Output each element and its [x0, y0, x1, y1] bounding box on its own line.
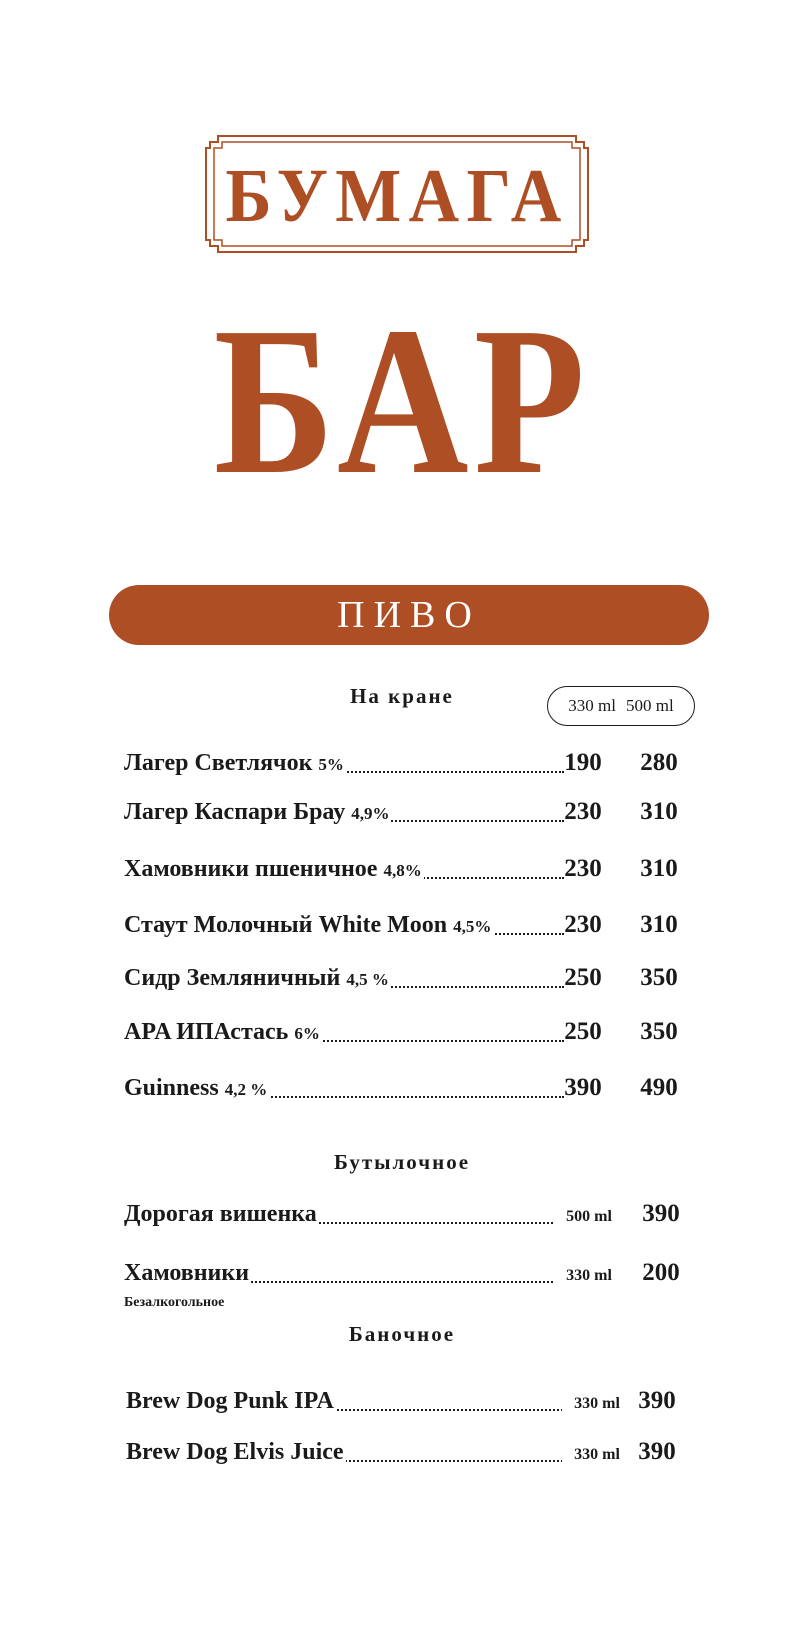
price-330: 230 [564, 798, 602, 825]
page-title: БАР [213, 283, 591, 518]
menu-row [124, 905, 684, 945]
item-abv: 4,5% [453, 917, 492, 936]
price-330: 230 [564, 855, 602, 882]
item-name [124, 1019, 322, 1046]
volume-large: 500 ml [626, 696, 674, 715]
item-name [124, 799, 391, 826]
volume-small: 330 ml [568, 696, 616, 715]
item-price: 390 [638, 1438, 676, 1465]
menu-row [124, 958, 684, 998]
price-500: 490 [640, 1074, 678, 1101]
item-abv: 4,5 % [346, 970, 389, 989]
logo [204, 134, 590, 254]
section-banner [109, 585, 709, 645]
price-500: 350 [640, 1018, 678, 1045]
menu-row [126, 1381, 686, 1421]
menu-row [124, 1194, 684, 1234]
menu-row [124, 743, 684, 783]
item-volume: 500 ml [554, 1208, 624, 1226]
item-volume: 330 ml [562, 1446, 632, 1464]
item-volume: 330 ml [554, 1267, 624, 1285]
price-330: 190 [564, 749, 602, 776]
item-abv: 4,9% [351, 804, 390, 823]
logo-text: БУМАГА [225, 154, 569, 238]
price-330: 250 [564, 964, 602, 991]
item-volume: 330 ml [562, 1395, 632, 1413]
item-name-text: Стаут Молочный White Moon [124, 912, 448, 938]
item-name: Хамовники [124, 1260, 250, 1286]
menu-row [126, 1432, 686, 1472]
section-title: ПИВО [337, 594, 481, 636]
item-abv: 4,2 % [224, 1080, 268, 1099]
price-330: 250 [564, 1018, 602, 1045]
item-name-text: Guinness [124, 1075, 219, 1101]
volume-pill [547, 686, 695, 726]
item-name-text: Лагер Каспари Брау [124, 799, 346, 825]
bottled-heading: Бутылочное [333, 1150, 471, 1174]
item-name-text: Хамовники пшеничное [124, 856, 378, 882]
canned-heading: Баночное [348, 1322, 456, 1346]
menu-row [124, 1068, 684, 1108]
price-500: 310 [640, 798, 678, 825]
item-abv: 4,8% [383, 861, 422, 880]
price-500: 350 [640, 964, 678, 991]
price-500: 310 [640, 911, 678, 938]
price-330: 230 [564, 911, 602, 938]
item-name [124, 750, 346, 777]
item-price: 390 [642, 1200, 680, 1227]
item-name-text: APA ИПАстась [124, 1019, 289, 1045]
menu-row [124, 1253, 684, 1310]
menu-row [124, 1012, 684, 1052]
item-name: Brew Dog Elvis Juice [126, 1439, 344, 1465]
item-abv: 5% [318, 755, 344, 774]
menu-row [124, 792, 684, 832]
item-name-text: Сидр Земляничный [124, 965, 341, 991]
price-330: 390 [564, 1074, 602, 1101]
item-name [124, 856, 424, 883]
tap-heading: На кране [350, 684, 454, 708]
item-name: Дорогая вишенка [124, 1201, 317, 1227]
item-name [124, 912, 493, 939]
item-name [124, 965, 391, 992]
item-abv: 6% [294, 1024, 320, 1043]
item-price: 390 [638, 1387, 676, 1414]
item-name: Brew Dog Punk IPA [126, 1388, 334, 1414]
item-note: Безалкогольное [124, 1295, 225, 1310]
menu-row [124, 849, 684, 889]
price-500: 280 [640, 749, 678, 776]
price-500: 310 [640, 855, 678, 882]
item-name-text: Лагер Светлячок [124, 750, 313, 776]
item-price: 200 [642, 1259, 680, 1286]
item-name [124, 1075, 269, 1102]
